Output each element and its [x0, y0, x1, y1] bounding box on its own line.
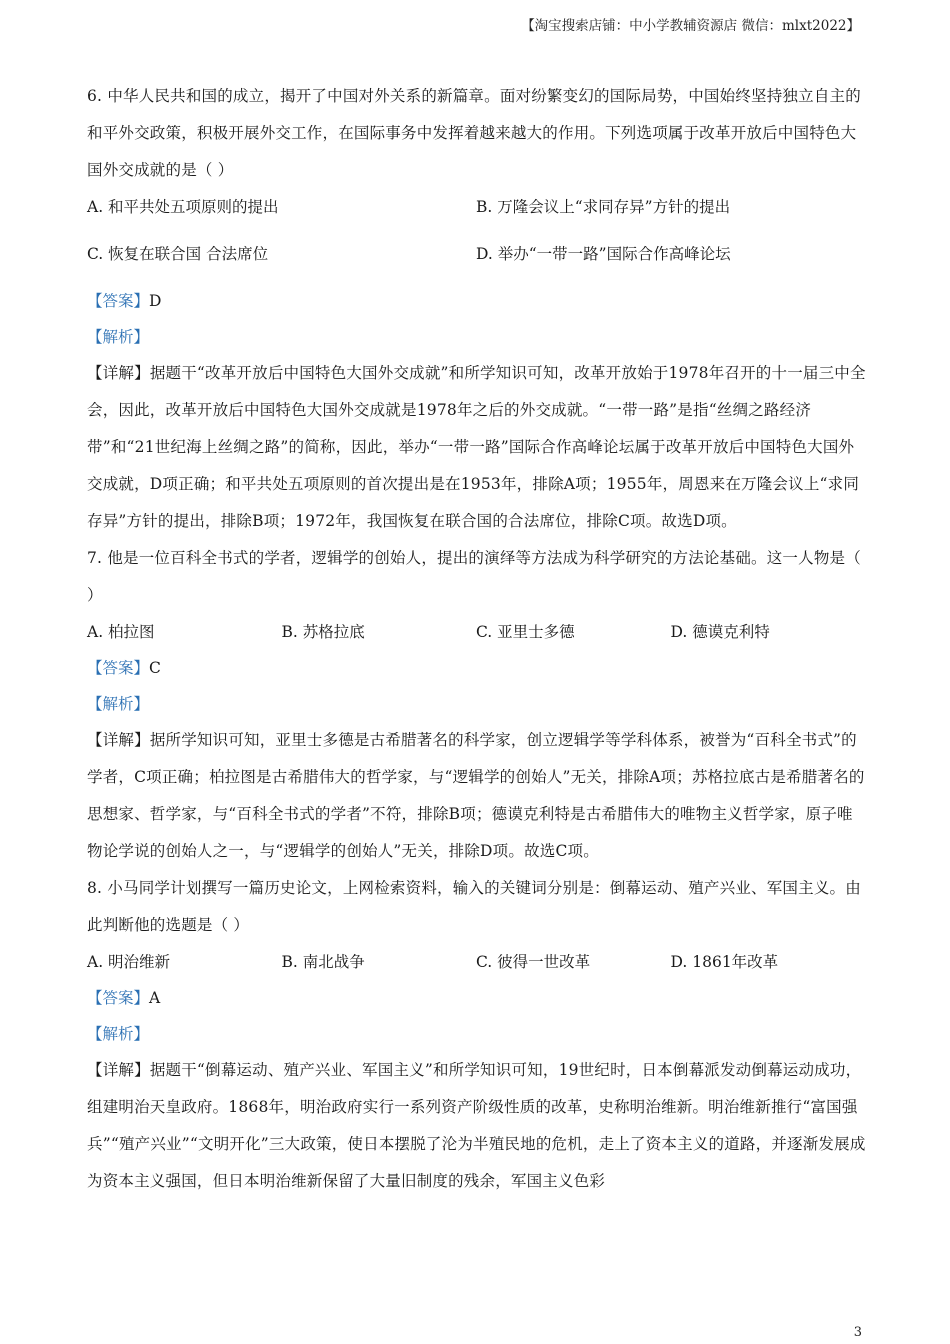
analysis-tag: 【解析】: [87, 328, 150, 346]
option-d: D. 举办“一带一路”国际合作高峰论坛: [476, 245, 731, 263]
document-body: [87, 78, 867, 1200]
answer-tag: 【答案】: [87, 659, 150, 677]
options-row: [87, 236, 867, 272]
detail-paragraph: [87, 355, 867, 540]
analysis-line: [87, 1016, 867, 1052]
option-c: C. 彼得一世改革: [476, 953, 591, 971]
option-b: B. 万隆会议上“求同存异”方针的提出: [476, 198, 731, 216]
option-c: C. 亚里士多德: [476, 623, 575, 641]
answer-tag: 【答案】: [87, 292, 150, 310]
options-row: [87, 614, 867, 650]
analysis-tag: 【解析】: [87, 1025, 150, 1043]
detail-tag: 【详解】: [87, 731, 150, 749]
options-row: [87, 189, 867, 225]
detail-tag: 【详解】: [87, 364, 150, 382]
detail-paragraph: [87, 1052, 867, 1200]
question-stem: 7. 他是一位百科全书式的学者，逻辑学的创始人，提出的演绎等方法成为科学研究的方法论基础。这一人物是（ ）: [87, 549, 861, 604]
options-row: [87, 944, 867, 980]
answer-value: C: [149, 659, 161, 677]
answer-line: [87, 650, 867, 686]
question-7: [87, 540, 867, 870]
detail-text: 据题干“倒幕运动、殖产兴业、军国主义”和所学知识可知，19世纪时，日本倒幕派发动倒幕运动成功，组建明治天皇政府。1868年，明治政府实行一系列资产阶级性质的改革，史称明治维新。明治维新推行“富国强兵”“殖产兴业”“文明开化”三大政策，使日本摆脱了沦为半殖民地的危机，走上了资本主义的道路，并逐渐发展成为资本主义强国，但日本明治维新保留了大量旧制度的残余，军国主义色彩: [87, 1061, 866, 1190]
analysis-line: [87, 319, 867, 355]
option-a: A. 柏拉图: [87, 623, 155, 641]
option-d: D. 1861年改革: [670, 953, 779, 971]
answer-value: A: [149, 989, 161, 1007]
option-d: D. 德谟克利特: [670, 623, 770, 641]
option-c: C. 恢复在联合国 合法席位: [87, 245, 269, 263]
answer-line: [87, 980, 867, 1016]
option-b: B. 苏格拉底: [281, 623, 365, 641]
analysis-line: [87, 686, 867, 722]
option-b: B. 南北战争: [281, 953, 365, 971]
question-stem: 8. 小马同学计划撰写一篇历史论文，上网检索资料，输入的关键词分别是：倒幕运动、殖产兴业、军国主义。由此判断他的选题是（ ）: [87, 879, 861, 934]
answer-tag: 【答案】: [87, 989, 150, 1007]
option-a: A. 明治维新: [87, 953, 171, 971]
question-6: [87, 78, 867, 540]
detail-tag: 【详解】: [87, 1061, 150, 1079]
answer-line: [87, 283, 867, 319]
analysis-tag: 【解析】: [87, 695, 150, 713]
question-stem: 6. 中华人民共和国的成立，揭开了中国对外关系的新篇章。面对纷繁变幻的国际局势，中国始终坚持独立自主的和平外交政策，积极开展外交工作，在国际事务中发挥着越来越大的作用。下列选项属于改革开放后中国特色大国外交成就的是（ ）: [87, 87, 861, 179]
option-a: A. 和平共处五项原则的提出: [87, 198, 279, 216]
answer-value: D: [149, 292, 162, 310]
detail-paragraph: [87, 722, 867, 870]
page-header: 【淘宝搜索店铺：中小学教辅资源店 微信：mlxt2022】: [521, 18, 860, 34]
page-number: 3: [853, 1325, 862, 1340]
detail-text: 据所学知识可知，亚里士多德是古希腊著名的科学家，创立逻辑学等学科体系，被誉为“百科全书式”的学者，C项正确；柏拉图是古希腊伟大的哲学家，与“逻辑学的创始人”无关，排除A项；苏格拉底古是希腊著名的思想家、哲学家，与“百科全书式的学者”不符，排除B项；德谟克利特是古希腊伟大的唯物主义哲学家，原子唯物论学说的创始人之一，与“逻辑学的创始人”无关，排除D项。故选C项。: [87, 731, 865, 860]
detail-text: 据题干“改革开放后中国特色大国外交成就”和所学知识可知，改革开放始于1978年召开的十一届三中全会，因此，改革开放后中国特色大国外交成就是1978年之后的外交成就。“一带一路”是指“丝绸之路经济带”和“21世纪海上丝绸之路”的简称，因此，举办“一带一路”国际合作高峰论坛属于改革开放后中国特色大国外交成就，D项正确；和平共处五项原则的首次提出是在1953年，排除A项；1955年，周恩来在万隆会议上“求同存异”方针的提出，排除B项；1972年，我国恢复在联合国的合法席位，排除C项。故选D项。: [87, 364, 866, 530]
question-8: [87, 870, 867, 1200]
